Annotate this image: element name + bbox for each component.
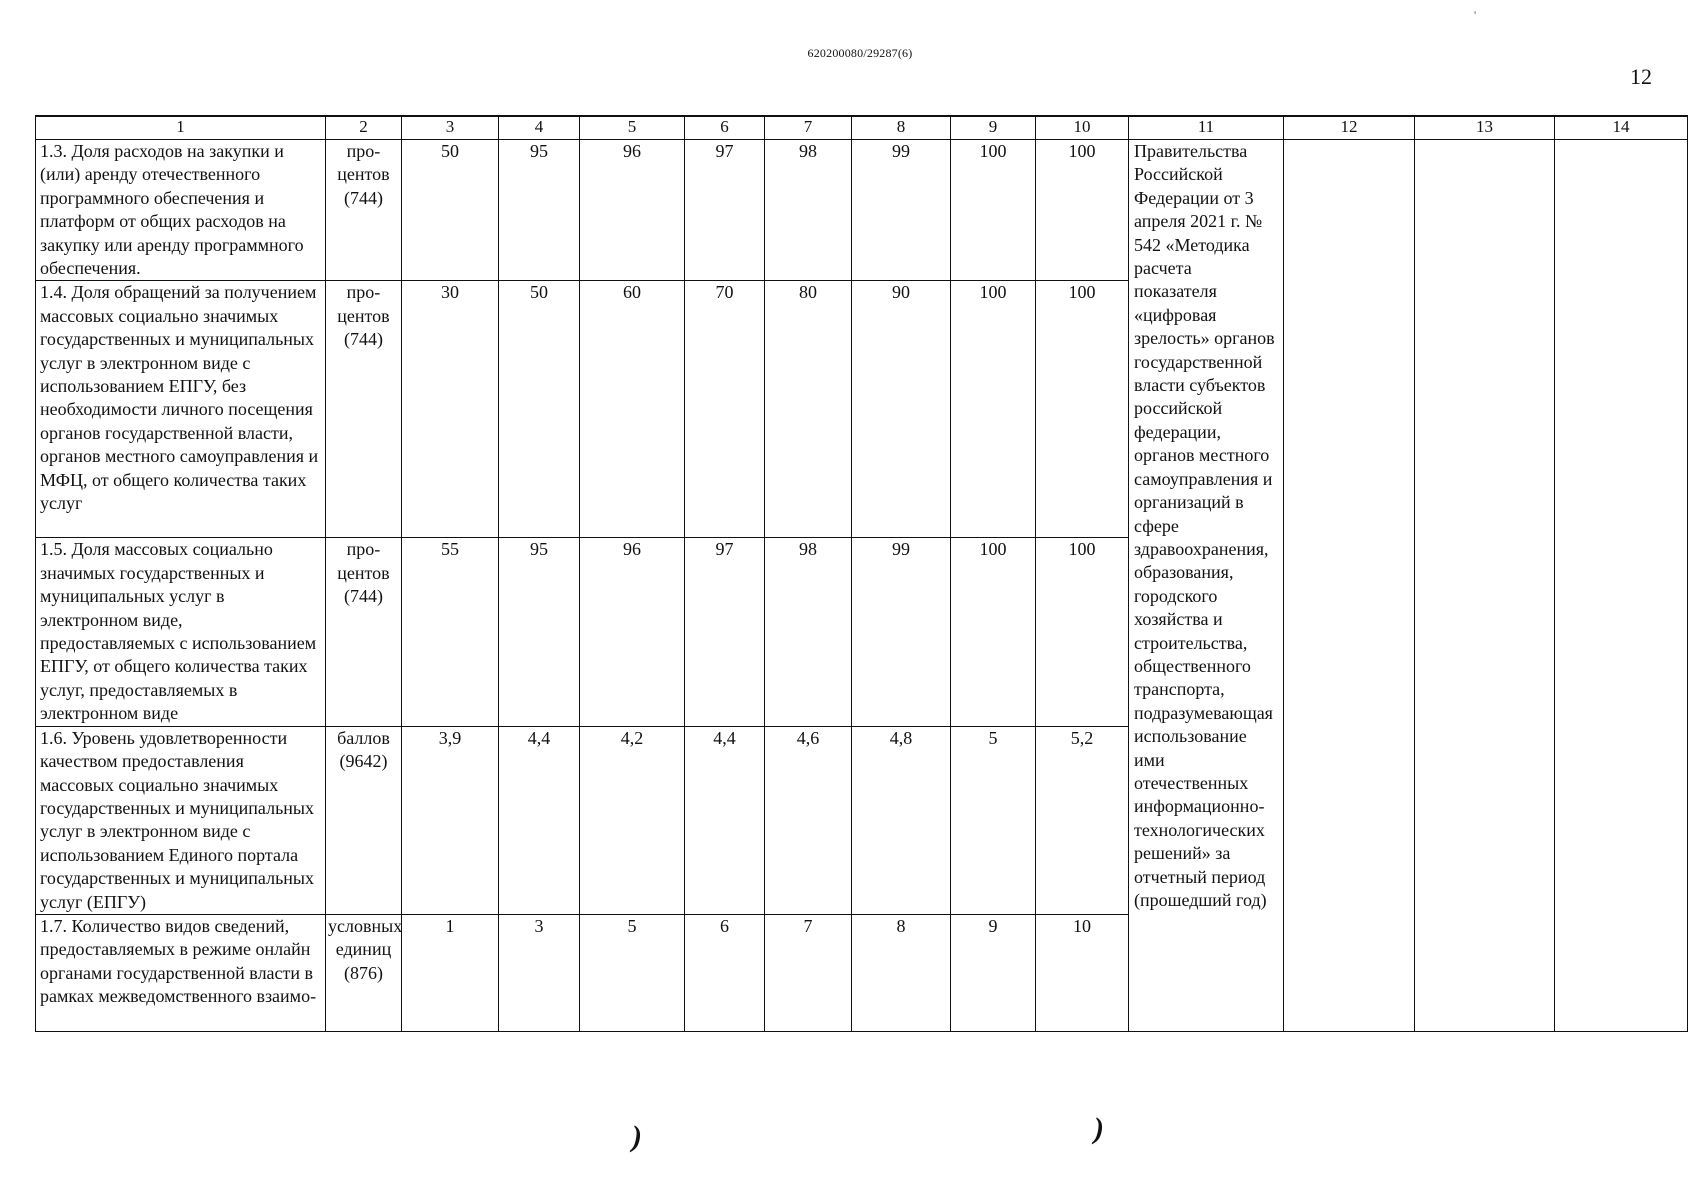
value-cell: 99 [852, 538, 951, 726]
value-cell: 3,9 [402, 726, 499, 914]
value-cell: 97 [685, 538, 765, 726]
value-cell: 95 [499, 140, 580, 281]
document-id: 620200080/29287(6) [807, 46, 913, 60]
value-cell: 96 [580, 140, 685, 281]
value-cell: 5 [951, 726, 1036, 914]
value-cell: 5 [580, 914, 685, 1031]
value-cell: 4,8 [852, 726, 951, 914]
value-cell: 98 [765, 538, 852, 726]
column-number-row [36, 116, 1688, 140]
indicator-unit: про-центов (744) [326, 281, 402, 538]
indicator-name: 1.4. Доля обращений за получением массовых социально значимых государственных и муниципальных услуг в электронном виде с использованием ЕПГУ, без необходимости личного посещения органов государственной власти, органов местного самоуправления и МФЦ, от общего количества таких услуг [36, 281, 326, 538]
value-cell: 10 [1036, 914, 1129, 1031]
value-cell: 100 [1036, 140, 1129, 281]
value-cell: 7 [765, 914, 852, 1031]
column-header: 3 [402, 116, 499, 140]
value-cell: 55 [402, 538, 499, 726]
value-cell: 100 [1036, 538, 1129, 726]
column-header: 14 [1555, 116, 1688, 140]
value-cell: 5,2 [1036, 726, 1129, 914]
column-header: 9 [951, 116, 1036, 140]
column-header: 11 [1129, 116, 1284, 140]
column-header: 12 [1284, 116, 1415, 140]
value-cell: 97 [685, 140, 765, 281]
value-cell: 100 [951, 281, 1036, 538]
value-cell: 30 [402, 281, 499, 538]
page-number: 12 [1630, 64, 1652, 89]
corner-mark: ' [1474, 8, 1477, 22]
indicator-unit: про-центов (744) [326, 140, 402, 281]
value-cell: 8 [852, 914, 951, 1031]
value-cell: 96 [580, 538, 685, 726]
value-cell: 9 [951, 914, 1036, 1031]
column-header: 1 [36, 116, 326, 140]
methodology-source: Правительства Российской Федерации от 3 апреля 2021 г. № 542 «Методика расчета показателя «цифровая зрелость» органов государственной власти субъектов российской федерации, органов местного самоуправления и организаций в сфере здравоохранения, образования, городского хозяйства и строительства, общественного транспорта, подразумевающая использование ими отечественных информационно-технологических решений» за отчетный период (прошедший год) [1129, 140, 1284, 1032]
value-cell: 6 [685, 914, 765, 1031]
column-header: 2 [326, 116, 402, 140]
value-cell: 4,6 [765, 726, 852, 914]
value-cell: 50 [402, 140, 499, 281]
empty-cell [1555, 140, 1688, 1032]
value-cell: 80 [765, 281, 852, 538]
column-header: 4 [499, 116, 580, 140]
value-cell: 99 [852, 140, 951, 281]
empty-cell [1415, 140, 1555, 1032]
indicator-name: 1.5. Доля массовых социально значимых государственных и муниципальных услуг в электронном виде, предоставляемых с использованием ЕПГУ, от общего количества таких услуг, предоставляемых в электронном виде [36, 538, 326, 726]
indicator-unit: баллов (9642) [326, 726, 402, 914]
indicator-unit: про-центов (744) [326, 538, 402, 726]
value-cell: 4,4 [499, 726, 580, 914]
value-cell: 50 [499, 281, 580, 538]
value-cell: 60 [580, 281, 685, 538]
value-cell: 95 [499, 538, 580, 726]
column-header: 13 [1415, 116, 1555, 140]
value-cell: 90 [852, 281, 951, 538]
indicator-name: 1.6. Уровень удовлетворенности качеством предоставления массовых социально значимых государственных и муниципальных услуг в электронном виде с использованием Единого портала государственных и муниципальных услуг (ЕПГУ) [36, 726, 326, 914]
indicators-table [35, 115, 1688, 1032]
value-cell: 4,2 [580, 726, 685, 914]
value-cell: 3 [499, 914, 580, 1031]
margin-bracket: ) [1094, 1112, 1104, 1145]
column-header: 8 [852, 116, 951, 140]
value-cell: 1 [402, 914, 499, 1031]
table-row [36, 140, 1688, 281]
indicator-name: 1.7. Количество видов сведений, предоставляемых в режиме онлайн органами государственной власти в рамках межведомственного взаимо- [36, 914, 326, 1031]
value-cell: 100 [951, 538, 1036, 726]
column-header: 5 [580, 116, 685, 140]
column-header: 7 [765, 116, 852, 140]
value-cell: 100 [951, 140, 1036, 281]
column-header: 10 [1036, 116, 1129, 140]
value-cell: 70 [685, 281, 765, 538]
value-cell: 98 [765, 140, 852, 281]
value-cell: 100 [1036, 281, 1129, 538]
indicator-name: 1.3. Доля расходов на закупки и (или) аренду отечественного программного обеспечения и платформ от общих расходов на закупку или аренду программного обеспечения. [36, 140, 326, 281]
column-header: 6 [685, 116, 765, 140]
margin-bracket: ) [632, 1120, 642, 1153]
indicator-unit: условных единиц (876) [326, 914, 402, 1031]
empty-cell [1284, 140, 1415, 1032]
value-cell: 4,4 [685, 726, 765, 914]
